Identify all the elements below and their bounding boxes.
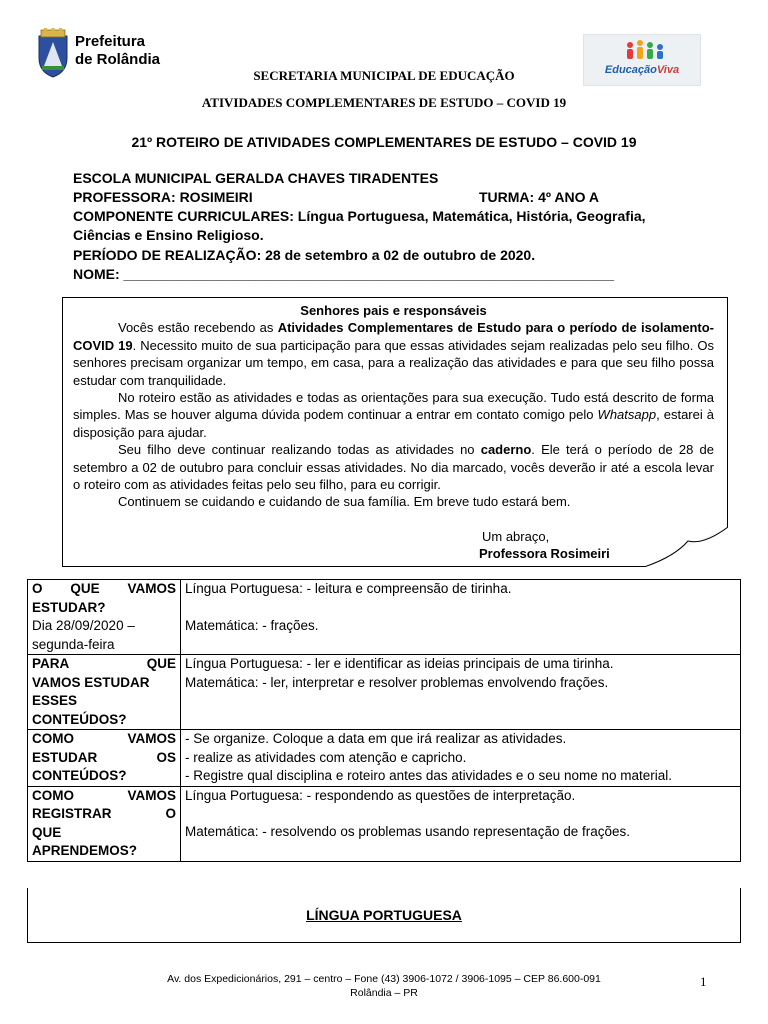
letter-p3-c: . Ele terá o período de 28 de setembro a 02 de outubro para concluir essas atividades. No dia marcado, vocês deverão ir até a escola levar o roteiro com as atividades feitas pelo seu filho, para eu corrigir. <box>73 442 714 493</box>
question-word: OS <box>156 749 176 765</box>
footer-line-1: Av. dos Expedicionários, 291 – centro – Fone (43) 3906-1072 / 3906-1095 – CEP 86.600-091 <box>167 973 601 985</box>
answer-how-study <box>181 730 741 787</box>
question-line: VAMOS ESTUDAR <box>32 674 150 690</box>
answer-line: - Se organize. Coloque a data em que irá realizar as atividades. <box>185 731 567 746</box>
answer-line: - realize as atividades com atenção e capricho. <box>185 749 467 765</box>
secretaria-heading: SECRETARIA MUNICIPAL DE EDUCAÇÃO <box>253 68 515 83</box>
letter-p1-b: Atividades Complementares de Estudo para o período de isolamento-COVID 19 <box>73 320 714 353</box>
question-line <box>32 787 176 806</box>
question-line <box>32 805 176 824</box>
question-line: CONTEÚDOS? <box>32 711 127 727</box>
page-curl-decoration <box>644 527 728 567</box>
question-word: PARA <box>32 656 70 671</box>
footer-address <box>0 972 768 1000</box>
periodo-line: PERÍODO DE REALIZAÇÃO: 28 de setembro a 02 de outubro de 2020. <box>73 247 536 263</box>
question-word: COMO <box>32 731 74 746</box>
letter-title: Senhores pais e responsáveis <box>300 303 487 318</box>
answer-line: Língua Portuguesa: - ler e identificar as ideias principais de uma tirinha. <box>185 656 614 671</box>
page-number: 1 <box>700 974 707 989</box>
table-row <box>28 580 741 655</box>
atividades-heading: ATIVIDADES COMPLEMENTARES DE ESTUDO – COVID 19 <box>201 95 567 110</box>
question-word: QUE <box>70 581 100 596</box>
section-title: LÍNGUA PORTUGUESA <box>306 907 462 923</box>
question-how-register <box>28 786 181 861</box>
question-word: QUE <box>146 656 176 671</box>
letter-p2-b: Whatsapp <box>597 407 657 423</box>
answer-line: Língua Portuguesa: - respondendo as questões de interpretação. <box>185 787 576 803</box>
letter-signature: Professora Rosimeiri <box>479 546 610 561</box>
answer-line: Matemática: - frações. <box>185 617 319 633</box>
answer-line: Matemática: - ler, interpretar e resolver problemas envolvendo frações. <box>185 674 609 690</box>
logo-text-viva: Viva <box>656 64 680 76</box>
letter-p1-c: . Necessito muito de sua participação para que essas atividades sejam realizadas pelo seu filho. Os senhores precisam organizar um tempo, em casa, para a realização das atividades e para que seu filho possa estudar com tranquilidade. <box>73 337 714 388</box>
prefeitura-name <box>75 33 160 69</box>
date-text: Dia 28/09/2020 – <box>32 618 135 633</box>
date-line <box>32 617 176 636</box>
table-row <box>28 655 741 730</box>
question-word: VAMOS <box>127 731 176 746</box>
answer-how-register <box>181 786 741 861</box>
question-word: VAMOS <box>127 581 176 596</box>
logo-text-educacao: Educação <box>604 64 657 76</box>
letter-paragraph-3 <box>73 441 714 493</box>
question-line: ESTUDAR? <box>32 599 106 615</box>
question-line: QUE <box>32 824 62 840</box>
question-line: APRENDEMOS? <box>32 843 138 858</box>
question-word: REGISTRAR <box>32 806 112 821</box>
question-line <box>32 655 176 674</box>
letter-p3-a: Seu filho deve continuar realizando todas as atividades no <box>118 442 481 458</box>
nome-field[interactable]: NOME: _______________________________________________________________ <box>73 266 615 282</box>
escola-line: ESCOLA MUNICIPAL GERALDA CHAVES TIRADENTES <box>73 170 439 186</box>
letter-p3-b: caderno <box>480 442 532 458</box>
letter-body <box>73 302 714 511</box>
question-word: COMO <box>32 787 74 803</box>
question-line <box>32 580 176 599</box>
question-line <box>32 749 176 768</box>
turma-line: TURMA: 4º ANO A <box>479 189 599 205</box>
answer-line: - Registre qual disciplina e roteiro antes das atividades e o seu nome no material. <box>185 768 673 783</box>
weekday-text: segunda-feira <box>32 636 115 652</box>
question-what-to-study <box>28 580 181 655</box>
letter-paragraph-2 <box>73 389 714 441</box>
question-line: ESSES <box>32 693 78 708</box>
prefeitura-line-1: Prefeitura <box>75 33 146 50</box>
table-row <box>28 786 741 861</box>
table-row <box>28 730 741 787</box>
question-word: VAMOS <box>127 787 176 803</box>
answer-line: Língua Portuguesa: - leitura e compreensão de tirinha. <box>185 581 512 596</box>
answer-what-to-study <box>181 580 741 655</box>
question-line: CONTEÚDOS? <box>32 768 127 783</box>
question-word: ESTUDAR <box>32 749 98 765</box>
letter-closing: Um abraço, <box>482 529 550 544</box>
footer-line-2: Rolândia – PR <box>350 987 418 999</box>
letter-p2-a: No roteiro estão as atividades e todas as orientações para sua execução. Tudo está descrito de forma simples. Mas se houver alguma dúvida podem continuar a entrar em contato comigo pelo <box>73 390 714 423</box>
study-plan-table <box>27 579 741 862</box>
letter-p1-a: Vocês estão recebendo as <box>118 320 278 336</box>
letter-box <box>62 297 728 567</box>
componente-line-2: Ciências e Ensino Religioso. <box>73 227 264 243</box>
question-how-study <box>28 730 181 787</box>
answer-line: Matemática: - resolvendo os problemas usando representação de frações. <box>185 824 630 839</box>
letter-paragraph-1 <box>73 319 714 389</box>
roteiro-title: 21º ROTEIRO DE ATIVIDADES COMPLEMENTARES DE ESTUDO – COVID 19 <box>131 134 637 150</box>
answer-why-study <box>181 655 741 730</box>
question-word: O <box>165 806 176 821</box>
componente-line-1 <box>73 207 646 225</box>
letter-p2-c: , estarei à disposição para ajudar. <box>73 407 714 440</box>
question-why-study <box>28 655 181 730</box>
letter-paragraph-4: Continuem se cuidando e cuidando de sua família. Em breve tudo estará bem. <box>118 494 571 510</box>
componente-text-1: COMPONENTE CURRICULARES: Língua Portuguesa, Matemática, História, Geografia, <box>73 208 646 224</box>
professora-line: PROFESSORA: ROSIMEIRI <box>73 189 253 205</box>
prefeitura-line-2: de Rolândia <box>75 51 161 68</box>
question-line <box>32 730 176 749</box>
question-word: O <box>32 581 43 596</box>
